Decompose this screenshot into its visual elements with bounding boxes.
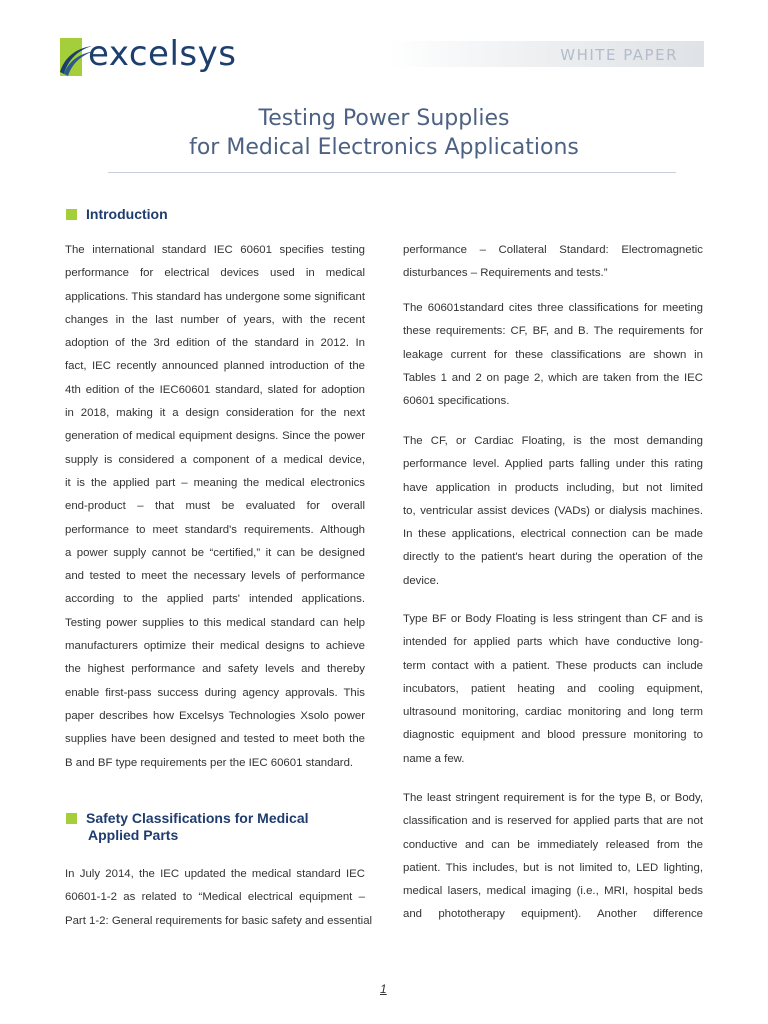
text-line: In these applications, electrical connection can be made xyxy=(403,528,703,541)
text-line: 4th edition of the IEC60601 standard, slated for adoption xyxy=(65,383,365,396)
text-line: leakage current for these classifications are shown in xyxy=(403,348,703,361)
text-line: these requirements: CF, BF, and B. The requirements for xyxy=(403,325,703,338)
paragraph-right-1 xyxy=(403,239,703,286)
text-line: ultrasound monitoring, cardiac monitoring and long term xyxy=(403,706,703,719)
logo-wordmark: excelsys xyxy=(88,34,237,74)
paragraph-right-5 xyxy=(403,787,703,927)
text-line: 60601-1-2 as related to “Medical electrical equipment – xyxy=(65,891,365,904)
text-line: performance to meet standard's requirements. Although xyxy=(65,523,365,536)
text-line: paper describes how Excelsys Technologies Xsolo power xyxy=(65,709,365,722)
text-line: Part 1-2: General requirements for basic safety and essential xyxy=(65,914,373,927)
paragraph-introduction xyxy=(65,239,365,775)
text-line: B and BF type requirements per the IEC 60601 standard. xyxy=(65,756,354,769)
text-line: device. xyxy=(403,574,440,587)
paragraph-right-3 xyxy=(403,430,703,593)
text-line: performance – Collateral Standard: Electromagnetic xyxy=(403,244,703,256)
text-line: end-product – that must be evaluated for overall xyxy=(65,500,365,513)
paragraph-safety xyxy=(65,863,373,933)
text-line: manufacturers optimize their medical designs to achieve xyxy=(65,640,365,653)
paragraph-right-2 xyxy=(403,297,703,413)
text-line: medical lasers, medical imaging (i.e., MRI, hospital beds xyxy=(403,885,703,898)
text-line: The least stringent requirement is for the type B, or Body, xyxy=(403,792,703,804)
text-line: generation of medical equipment designs. Since the power xyxy=(65,430,365,443)
text-line: patient. This includes, but is not limited to, LED lighting, xyxy=(403,861,703,874)
text-line: enable first-pass success during agency approvals. This xyxy=(65,686,365,699)
text-line: in 2018, making it a design consideration for the next xyxy=(65,407,365,420)
text-line: have application in products including, but not limited xyxy=(403,481,703,494)
text-line: diagnostic equipment and blood pressure monitoring to xyxy=(403,729,703,742)
text-line: term contact with a patient. These products can include xyxy=(403,659,703,672)
section-heading-introduction xyxy=(66,206,168,223)
text-line: according to the applied parts' intended applications. xyxy=(65,593,365,606)
document-title-line1: Testing Power Supplies xyxy=(258,106,510,131)
text-line: Type BF or Body Floating is less stringent than CF and is xyxy=(403,613,703,625)
text-line: adoption of the 3rd edition of the standard in 2012. In xyxy=(65,337,365,350)
text-line: supply is considered a component of a medical device, xyxy=(65,453,365,466)
text-line: it is the applied part – meaning the medical electronics xyxy=(65,476,365,489)
text-line: the highest performance and safety levels and thereby xyxy=(65,663,365,676)
bullet-square-icon xyxy=(66,209,77,220)
text-line: Testing power supplies to this medical standard can help xyxy=(65,616,365,629)
page-number: 1 xyxy=(380,982,387,996)
title-divider xyxy=(108,172,676,173)
text-line: The international standard IEC 60601 specifies testing xyxy=(65,244,365,256)
text-line: 60601 specifications. xyxy=(403,395,510,408)
banner-label: WHITE PAPER xyxy=(560,46,678,64)
heading-text: Introduction xyxy=(86,206,168,222)
heading-text-line2: Applied Parts xyxy=(88,827,179,843)
text-line: performance for electrical devices used in medical xyxy=(65,267,365,280)
bullet-square-icon xyxy=(66,813,77,824)
text-line: to, ventricular assist devices (VADs) or dialysis machines. xyxy=(403,504,703,517)
text-line: Tables 1 and 2 on page 2, which are taken from the IEC xyxy=(403,371,703,384)
text-line: and phototherapy equipment). Another difference xyxy=(403,908,703,921)
text-line: directly to the patient's heart during the operation of the xyxy=(403,551,703,564)
text-line: applications. This standard has undergone some significant xyxy=(65,290,365,303)
text-line: disturbances – Requirements and tests.” xyxy=(403,267,608,280)
section-heading-safety-classifications xyxy=(66,810,309,844)
text-line: name a few. xyxy=(403,752,465,765)
heading-text-line1: Safety Classifications for Medical xyxy=(86,810,309,826)
text-line: The CF, or Cardiac Floating, is the most demanding xyxy=(403,435,703,447)
text-line: intended for applied parts which have conductive long- xyxy=(403,636,703,649)
text-line: a power supply cannot be “certified,” it can be designed xyxy=(65,546,365,559)
text-line: supplies have been designed and tested to meet both the xyxy=(65,733,365,746)
text-line: classification and is reserved for applied parts that are not xyxy=(403,815,703,828)
text-line: performance level. Applied parts falling under this rating xyxy=(403,458,703,471)
text-line: fact, IEC recently announced planned introduction of the xyxy=(65,360,365,373)
white-paper-banner xyxy=(388,41,704,67)
text-line: The 60601standard cites three classifications for meeting xyxy=(403,302,703,314)
document-title-line2: for Medical Electronics Applications xyxy=(189,135,579,160)
text-line: conductive and can be immediately released from the xyxy=(403,838,703,851)
text-line: changes in the last number of years, with the recent xyxy=(65,313,365,326)
text-line: and tested to meet the necessary levels of performance xyxy=(65,570,365,583)
text-line: incubators, patient heating and cooling equipment, xyxy=(403,682,703,695)
text-line: In July 2014, the IEC updated the medical standard IEC xyxy=(65,868,365,880)
paragraph-right-4 xyxy=(403,608,703,771)
